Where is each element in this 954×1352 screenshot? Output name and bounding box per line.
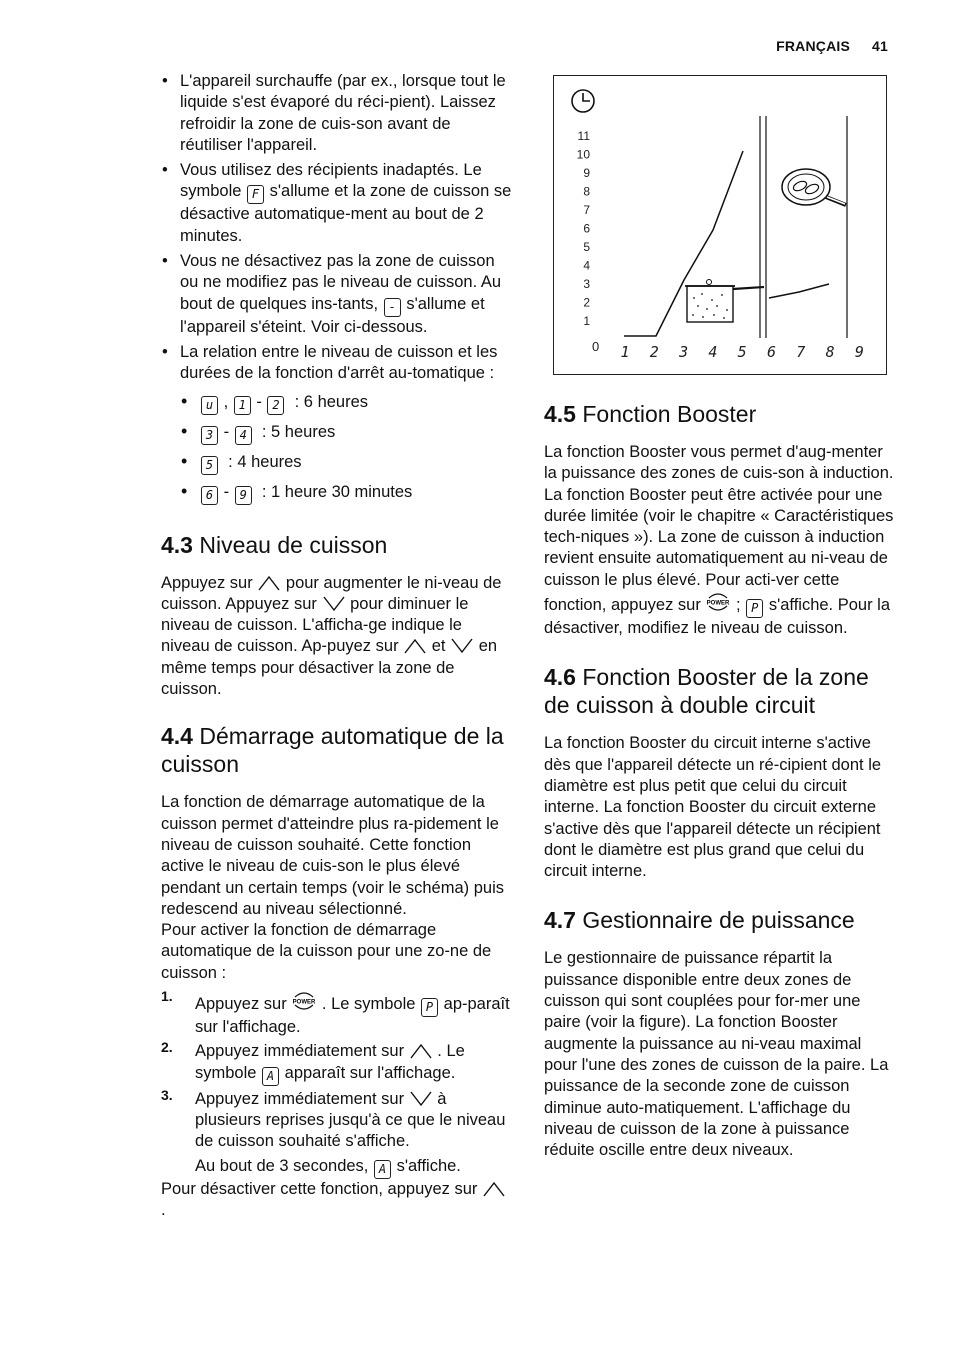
y-tick-label: 2 — [583, 295, 590, 310]
duration-item: • 5 : 4 heures — [180, 451, 513, 481]
y-tick-label: 1 — [583, 314, 590, 328]
x-tick-label: 8 — [825, 343, 835, 361]
power-icon — [291, 990, 317, 1012]
display-symbol: - — [384, 298, 401, 317]
y-tick-label: 7 — [583, 203, 590, 217]
steps-list — [161, 990, 513, 1152]
paragraph: La fonction de démarrage automatique de la cuisson permet d'atteindre plus ra-pidement le niveau de cuisson souhaité. Cette fonction active le niveau de cuis-son le plus élevé pendant un certain temps (voir le schéma) puis redescend au niveau sélectionné. — [161, 793, 505, 918]
paragraph: La fonction Booster du circuit interne s'active dès que l'appareil détecte un ré-cipient dont le diamètre est plus petit que celui du circuit interne. La fonction Booster du circuit externe s'active dès que l'appareil détecte un récipient dont le diamètre est plus grand que celui du circuit interne. — [544, 734, 882, 881]
x-tick-label: 6 — [766, 343, 777, 361]
step-item: 2. Appuyez immédiatement sur . Le symbole A apparaît sur l'affichage. — [161, 1041, 513, 1085]
y-tick-label: 4 — [583, 258, 590, 273]
header-language: FRANÇAIS — [776, 38, 851, 54]
up-arrow-icon — [403, 638, 427, 654]
power-icon — [705, 591, 731, 613]
y-tick-label: 8 — [583, 184, 590, 199]
page-number: 41 — [872, 38, 888, 54]
section-heading-4-4: 4.4 Démarrage automatique de la cuisson — [161, 723, 504, 778]
up-arrow-icon — [409, 1043, 433, 1059]
y-tick-label: 6 — [583, 221, 590, 236]
duration-item: • 6 - 9 : 1 heure 30 minutes — [180, 481, 513, 511]
duration-list — [180, 391, 513, 511]
display-symbol: F — [247, 185, 264, 204]
section-heading-4-6: 4.6 Fonction Booster de la zone de cuisson à double circuit — [544, 664, 869, 719]
duration-item: • u , 1 - 2 : 6 heures — [180, 391, 513, 421]
auto-heat-up-diagram — [553, 75, 887, 375]
x-tick-label: 7 — [796, 343, 806, 361]
clock-icon — [572, 90, 594, 112]
paragraph: La fonction Booster vous permet d'aug-menter la puissance des zones de cuis-son à induction. La fonction Booster peut être activée pour une durée limitée (voir le chapitre « Caractéristiques tech-niques »). La zone de cuisson à induction revient ensuite automatiquement au ni-veau de cuisson le plus élevé. Pour acti-ver cette fonction, appuyez sur POWER ; P s'affiche. Pour la désactiver, modifiez le niveau de cuisson. — [544, 443, 894, 638]
pot-icon — [685, 280, 764, 323]
step-item: 1. Appuyez sur POWER . Le symbole P ap-paraît sur l'affichage. — [161, 988, 510, 1037]
down-arrow-icon — [322, 596, 346, 612]
list-item: • Vous utilisez des récipients inadaptés. Le symbole F s'allume et la zone de cuisson se désactive automatique-ment au bout de 2 minutes. — [161, 160, 513, 247]
y-tick-label: 11 — [577, 129, 590, 143]
diagram-svg — [554, 76, 886, 374]
list-item: • L'appareil surchauffe (par ex., lorsque tout le liquide s'est évaporé du réci-pient). Laissez refroidir la zone de cuis-son avant de réutiliser l'appareil. — [161, 71, 513, 156]
x-tick-label: 5 — [737, 343, 747, 361]
section-heading-4-5: 4.5 Fonction Booster — [544, 401, 757, 427]
svg-text:POWER: POWER — [707, 600, 730, 607]
list-item: • Vous ne désactivez pas la zone de cuisson ou ne modifiez pas le niveau de cuisson. Au bout de quelques ins-tants, - s'allume et l'appareil s'éteint. Voir ci-dessous. — [161, 251, 513, 338]
down-arrow-icon — [409, 1091, 433, 1107]
svg-text:POWER: POWER — [292, 999, 316, 1006]
down-arrow-icon — [450, 638, 474, 654]
paragraph: Appuyez sur pour augmenter le ni-veau de cuisson. Appuyez sur pour diminuer le niveau de cuisson. L'afficha-ge indique le niveau de cuisson. Ap-puyez sur et en même temps pour désactiver la zone de cuisson. — [161, 573, 502, 699]
page-header — [776, 38, 888, 54]
x-tick-label: 1 — [620, 343, 630, 361]
y-tick-label: 10 — [576, 147, 590, 162]
up-arrow-icon — [482, 1181, 506, 1197]
y-tick-label: 9 — [583, 166, 590, 180]
section-heading-4-7: 4.7 Gestionnaire de puissance — [544, 907, 855, 934]
x-tick-label: 3 — [679, 343, 689, 361]
step-item: 3. Appuyez immédiatement sur à plusieurs reprises jusqu'à ce que le niveau de cuisson souhaité s'affiche. — [161, 1086, 506, 1151]
section-heading-4-3: 4.3 Niveau de cuisson — [161, 531, 388, 558]
list-item: • La relation entre le niveau de cuisson et les durées de la fonction d'arrêt au-tomatique : • u , 1 - 2 : 6 heures • 3 - 4 : 5 heures • 5 : 4 heures • 6 - 9 : 1 heure 30 minutes — [161, 342, 513, 511]
conditions-list — [161, 71, 513, 511]
origin-label: 0 — [592, 339, 600, 354]
level-curve — [769, 284, 829, 298]
x-tick-label: 2 — [649, 343, 659, 361]
paragraph: Pour désactiver cette fonction, appuyez sur . — [161, 1179, 513, 1222]
x-tick-label: 9 — [854, 343, 864, 361]
frying-pan-icon — [782, 169, 846, 205]
paragraph: Pour activer la fonction de démarrage automatique de la cuisson pour une zo-ne de cuisson : — [161, 921, 492, 982]
right-column — [544, 400, 896, 1161]
paragraph: Le gestionnaire de puissance répartit la puissance disponible entre deux zones de cuisson qui sont couplées pour for-mer une paire (voir la figure). La fonction Booster augmente la puissance au ni-veau maximal pour l'une des zones de cuisson de la paire. La puissance de la seconde zone de cuisson diminue auto-matiquement. L'affichage du niveau de cuisson de la zone à puissance réduite oscille entre deux niveaux. — [544, 949, 889, 1160]
up-arrow-icon — [257, 575, 281, 591]
left-column — [161, 71, 513, 1221]
y-tick-label: 3 — [583, 277, 590, 291]
duration-item: • 3 - 4 : 5 heures — [180, 421, 513, 451]
y-tick-label: 5 — [583, 240, 590, 254]
paragraph: Au bout de 3 secondes, A s'affiche. — [161, 1156, 513, 1179]
x-tick-label: 4 — [708, 343, 718, 361]
